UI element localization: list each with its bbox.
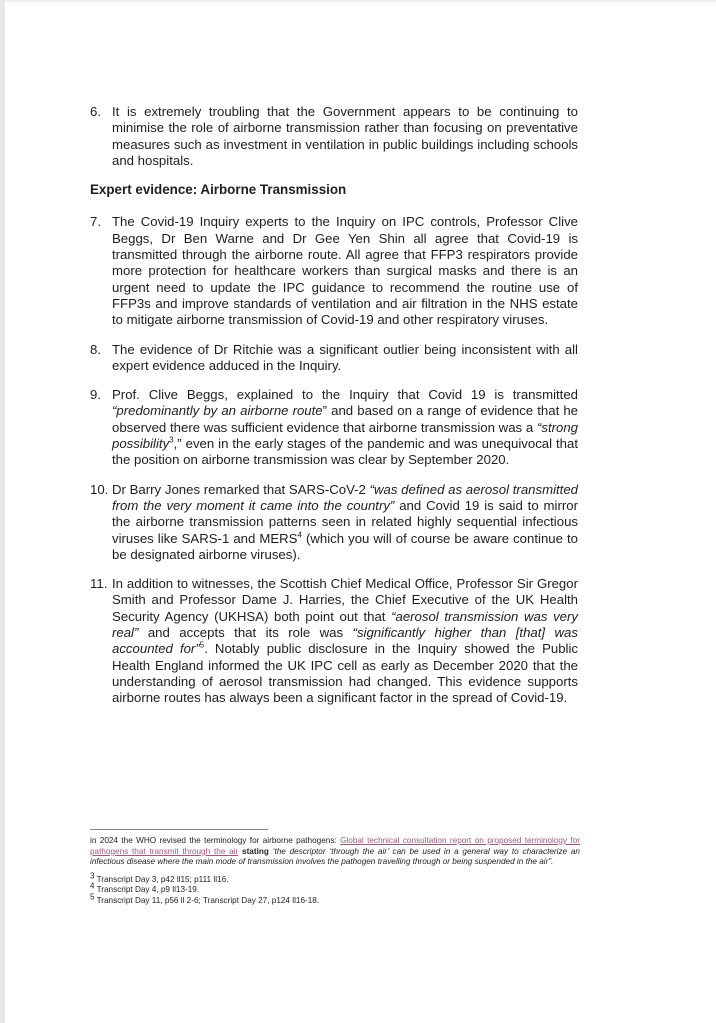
- paragraph-number: 10.: [90, 481, 109, 497]
- quote-text: “predominantly by an airborne route: [112, 403, 323, 419]
- paragraph-number: 7.: [90, 214, 101, 230]
- footnote-ref[interactable]: 4: [297, 530, 302, 540]
- footnote-ref[interactable]: 5: [199, 640, 205, 650]
- footnote-text: Transcript Day 11, p56 ll 2-6; Transcript Day 27, p124 ll16-18.: [94, 895, 320, 905]
- page-left-edge: [0, 0, 5, 1023]
- paragraph-number: 8.: [90, 341, 101, 357]
- paragraph-text: It is extremely troubling that the Government appears to be continuing to minimise the role of airborne transmission rather than focusing on preventative measures such as investment in ventilation in public buildings including schools and hospitals.: [112, 104, 578, 168]
- footnote-mark: 3: [90, 871, 95, 881]
- text-run: and accepts that its role was: [138, 625, 353, 641]
- text-run: ” and based on a range of evidence that he observed there was sufficient evidence that airborne transmission was a: [112, 403, 579, 435]
- quote-text: “aerosol transmission was very real”: [112, 608, 578, 641]
- footnotes: [90, 836, 580, 907]
- paragraph-text: [112, 576, 578, 706]
- page-top-edge: [0, 0, 716, 2]
- text-run: (which you will of course be aware continue to be designated airborne viruses).: [112, 530, 578, 562]
- paragraph-11: [90, 576, 578, 706]
- paragraph-6: [90, 104, 578, 169]
- text-run: ,” even in the early stages of the pandemic and was unequivocal that the position on airborne transmission was clear by September 2020.: [112, 436, 578, 468]
- paragraph-text: [112, 482, 578, 563]
- footnote-text: Transcript Day 4, p9 ll13-19.: [94, 885, 200, 895]
- paragraph-number: 6.: [90, 104, 101, 119]
- paragraph-number: 11.: [90, 576, 108, 592]
- paragraph-text: The evidence of Dr Ritchie was a significant outlier being inconsistent with all expert evidence adduced in the Inquiry.: [112, 341, 578, 373]
- document-body: [90, 104, 578, 720]
- paragraph-8: [90, 342, 578, 375]
- footnote-mark: 5: [90, 892, 95, 902]
- footnote-4: [90, 881, 580, 896]
- section-heading: Expert evidence: Airborne Transmission: [90, 182, 347, 198]
- text-run: Prof. Clive Beggs, explained to the Inquiry that Covid 19 is transmitted: [112, 387, 578, 403]
- footnote-mark: 4: [90, 881, 95, 891]
- paragraph-7: [90, 214, 578, 328]
- footnote-separator: [90, 829, 268, 830]
- footnote-quote: ‘the descriptor ‘through the air’ can be used in a general way to characterize an infectious disease where the main mode of transmission involves the pathogen travelling through or being suspended in the air”.: [90, 846, 580, 867]
- paragraph-text: [112, 387, 578, 468]
- who-report-link[interactable]: Global technical consultation report on proposed terminology for pathogens that transmit through the air: [90, 836, 580, 856]
- text-run: Dr Barry Jones remarked that SARS-CoV-2: [112, 481, 370, 497]
- footnote-text: Transcript Day 3, p42 ll15; p111 ll16.: [94, 874, 229, 884]
- quote-text: “significantly higher than [that] was accounted for”: [112, 625, 578, 657]
- footnote-5: [90, 892, 580, 907]
- paragraph-number: 9.: [90, 387, 101, 403]
- paragraph-10: [90, 482, 578, 563]
- footnote-ref[interactable]: 3: [169, 435, 174, 445]
- paragraph-9: [90, 387, 578, 468]
- quote-text: “strong possibility: [112, 419, 578, 452]
- paragraph-text: The Covid-19 Inquiry experts to the Inquiry on IPC controls, Professor Clive Beggs, Dr Ben Warne and Dr Gee Yen Shin all agree that Covid-19 is transmitted through the airborne route. All agree that FFP3 respirators provide more protection for healthcare workers than surgical masks and there is an urgent need to update the IPC guidance to recommend the routine use of FFP3s and improve standards of ventilation and air filtration in the NHS estate to mitigate airborne transmission of Covid-19 and other respiratory viruses.: [112, 214, 578, 328]
- text-run: . Notably public disclosure in the Inquiry showed the Public Health England informed the UK IPC cell as early as December 2020 that the understanding of aerosol transmission had changed. This evidence supports airborne routes has always been a significant factor in the spread of Covid-19.: [112, 641, 579, 706]
- text-run: In addition to witnesses, the Scottish Chief Medical Office, Professor Sir Gregor Smith and Professor Dame J. Harries, the Chief Executive of the UK Health Security Agency (UKHSA) both point out that: [112, 576, 578, 624]
- text-run: and Covid 19 is said to mirror the airborne transmission patterns seen in related highly sequential infectious viruses like SARS-1 and MERS: [112, 497, 578, 546]
- footnote-3: [90, 871, 580, 886]
- footnote-text: in 2024 the WHO revised the terminology for airborne pathogens:: [90, 836, 341, 845]
- footnote-who: [90, 836, 580, 868]
- quote-text: “was defined as aerosol transmitted from the very moment it came into the country”: [112, 481, 578, 513]
- footnote-text: stating: [238, 846, 273, 856]
